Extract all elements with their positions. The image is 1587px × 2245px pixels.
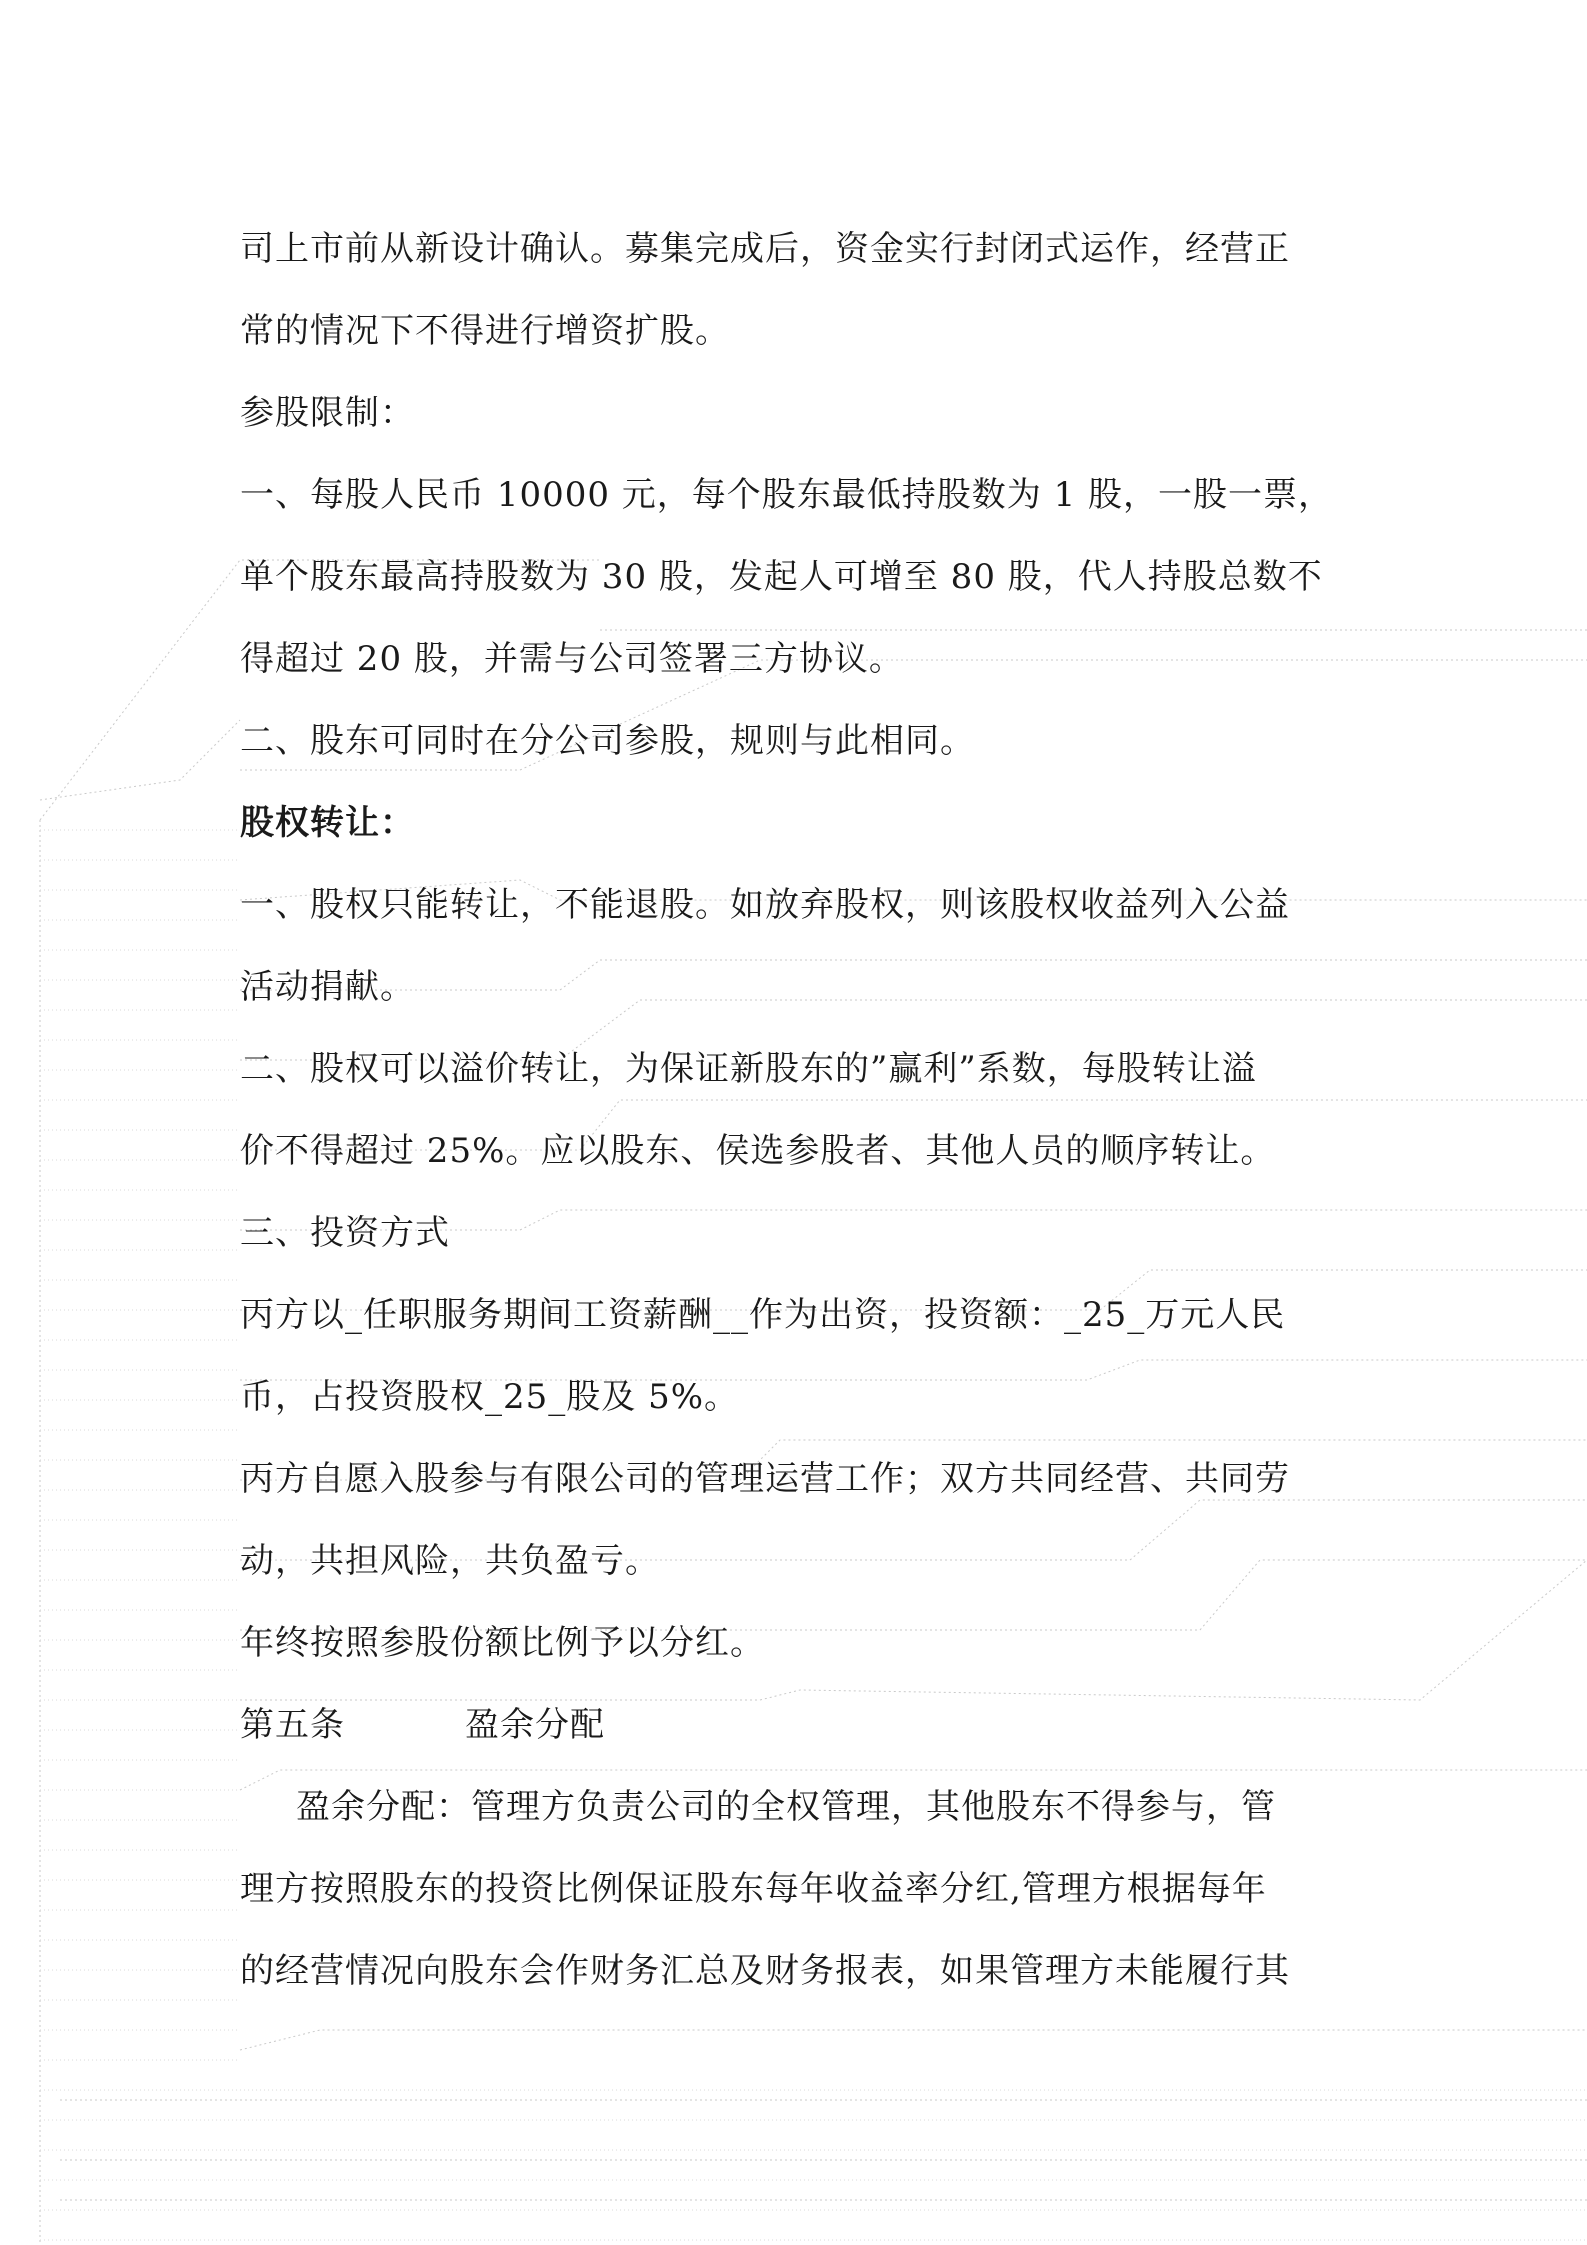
- text-line: 盈余分配：管理方负责公司的全权管理，其他股东不得参与，管: [296, 1787, 1276, 1827]
- section-heading: 三、投资方式: [240, 1213, 450, 1253]
- text-line: 币，占投资股权_25_股及 5%。: [240, 1377, 740, 1417]
- article-number: 第五条: [240, 1705, 345, 1745]
- text-line: 得超过 20 股，并需与公司签署三方协议。: [240, 639, 904, 679]
- text-line: 二、股东可同时在分公司参股，规则与此相同。: [240, 721, 975, 761]
- text-line: 单个股东最高持股数为 30 股，发起人可增至 80 股，代人持股总数不: [240, 557, 1323, 597]
- text-line: 一、股权只能转让，不能退股。如放弃股权，则该股权收益列入公益: [240, 885, 1290, 925]
- text-line: 价不得超过 25%。应以股东、侯选参股者、其他人员的顺序转让。: [240, 1131, 1276, 1171]
- text-line: 活动捐献。: [240, 967, 415, 1007]
- text-line: 常的情况下不得进行增资扩股。: [240, 311, 730, 351]
- text-line: 司上市前从新设计确认。募集完成后，资金实行封闭式运作，经营正: [240, 229, 1290, 269]
- article-heading: [240, 1684, 1350, 1766]
- text-line: 年终按照参股份额比例予以分红。: [240, 1623, 765, 1663]
- text-line: 理方按照股东的投资比例保证股东每年收益率分红,管理方根据每年: [240, 1869, 1267, 1909]
- text-line: 的经营情况向股东会作财务汇总及财务报表，如果管理方未能履行其: [240, 1951, 1290, 1991]
- document-body: [240, 208, 1350, 2012]
- text-line: 二、股权可以溢价转让，为保证新股东的”赢利”系数，每股转让溢: [240, 1049, 1257, 1089]
- section-heading: 股权转让：: [240, 803, 415, 843]
- text-line: 动，共担风险，共负盈亏。: [240, 1541, 660, 1581]
- text-line: 丙方自愿入股参与有限公司的管理运营工作；双方共同经营、共同劳: [240, 1459, 1290, 1499]
- section-heading: 参股限制：: [240, 393, 415, 433]
- text-line: 一、每股人民币 10000 元，每个股东最低持股数为 1 股，一股一票，: [240, 475, 1334, 515]
- text-line: 丙方以_任职服务期间工资薪酬__作为出资，投资额：_25_万元人民: [240, 1295, 1286, 1335]
- article-title: 盈余分配: [465, 1705, 605, 1745]
